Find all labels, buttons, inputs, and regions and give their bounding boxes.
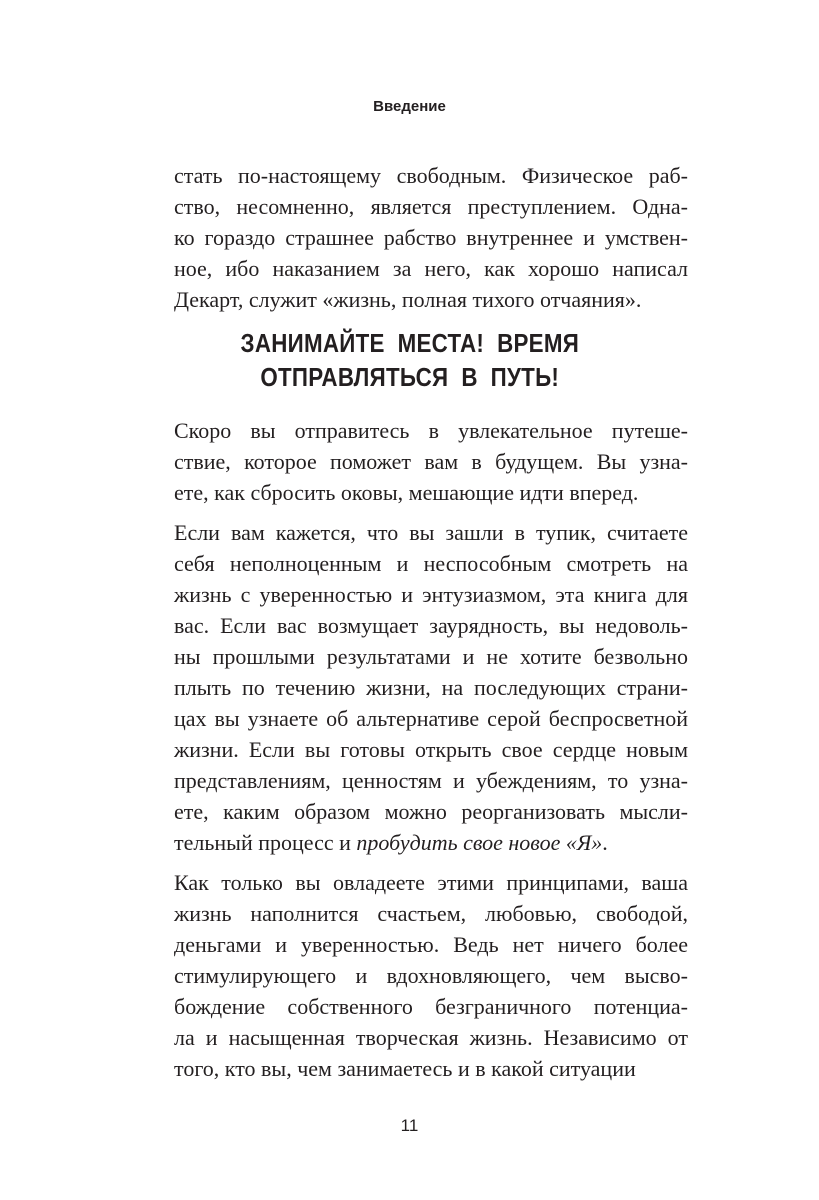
section-heading-line: [0, 360, 819, 394]
text-line: стимулирующего и вдохновляющего, чем высво-: [174, 963, 688, 988]
text-line: стать по-настоящему свободным. Физическое раб-: [174, 163, 688, 188]
page-number: 11: [400, 1116, 419, 1135]
heading-text: ЗАНИМАЙТЕ МЕСТА! ВРЕМЯ: [240, 328, 579, 358]
text-line: бождение собственного безграничного потенциа-: [174, 994, 688, 1019]
paragraph-1: [174, 160, 688, 315]
section-heading: [0, 326, 819, 394]
text-line: деньгами и уверенностью. Ведь нет ничего более: [174, 932, 688, 957]
running-head: Введение: [373, 98, 446, 115]
text-segment: тельный процесс и: [174, 830, 357, 855]
text-segment: .: [602, 830, 608, 855]
text-line: жизнь с уверенностью и энтузиазмом, эта книга для: [174, 582, 688, 607]
text-line: Как только вы овладеете этими принципами, ваша: [174, 870, 688, 895]
text-line: [174, 827, 688, 858]
text-line: ете, как сбросить оковы, мешающие идти вперед.: [174, 480, 639, 505]
text-line: ное, ибо наказанием за него, как хорошо написал: [174, 256, 688, 281]
paragraph-3: [174, 517, 688, 858]
text-line: жизнь наполнится счастьем, любовью, свободой,: [174, 901, 688, 926]
paragraph-2: [174, 415, 688, 508]
text-line: плыть по течению жизни, на последующих страни-: [174, 675, 688, 700]
text-line: ко гораздо страшнее рабство внутреннее и умствен-: [174, 225, 688, 250]
text-line: Если вам кажется, что вы зашли в тупик, считаете: [174, 520, 688, 545]
text-line: Декарт, служит «жизнь, полная тихого отчаяния».: [174, 287, 642, 312]
text-line: представлениям, ценностям и убеждениям, то узна-: [174, 768, 688, 793]
text-line: ствие, которое поможет вам в будущем. Вы узна-: [174, 449, 688, 474]
text-line: ете, каким образом можно реорганизовать мысли-: [174, 799, 688, 824]
italic-emphasis: пробудить свое новое «Я»: [356, 830, 603, 855]
text-line: цах вы узнаете об альтернативе серой беспросветной: [174, 706, 688, 731]
text-line: ла и насыщенная творческая жизнь. Независимо от: [174, 1025, 688, 1050]
paragraph-4: [174, 867, 688, 1084]
text-line: ны прошлыми результатами и не хотите безвольно: [174, 644, 688, 669]
text-line: себя неполноценным и неспособным смотреть на: [174, 551, 688, 576]
text-line: вас. Если вас возмущает заурядность, вы недоволь-: [174, 613, 688, 638]
text-line: ство, несомненно, является преступлением. Одна-: [174, 194, 688, 219]
text-line: жизни. Если вы готовы открыть свое сердце новым: [174, 737, 688, 762]
heading-text: ОТПРАВЛЯТЬСЯ В ПУТЬ!: [260, 362, 559, 392]
text-line: Скоро вы отправитесь в увлекательное путеше-: [174, 418, 688, 443]
text-line: того, кто вы, чем занимаетесь и в какой ситуации: [174, 1056, 636, 1081]
section-heading-line: [0, 326, 819, 360]
